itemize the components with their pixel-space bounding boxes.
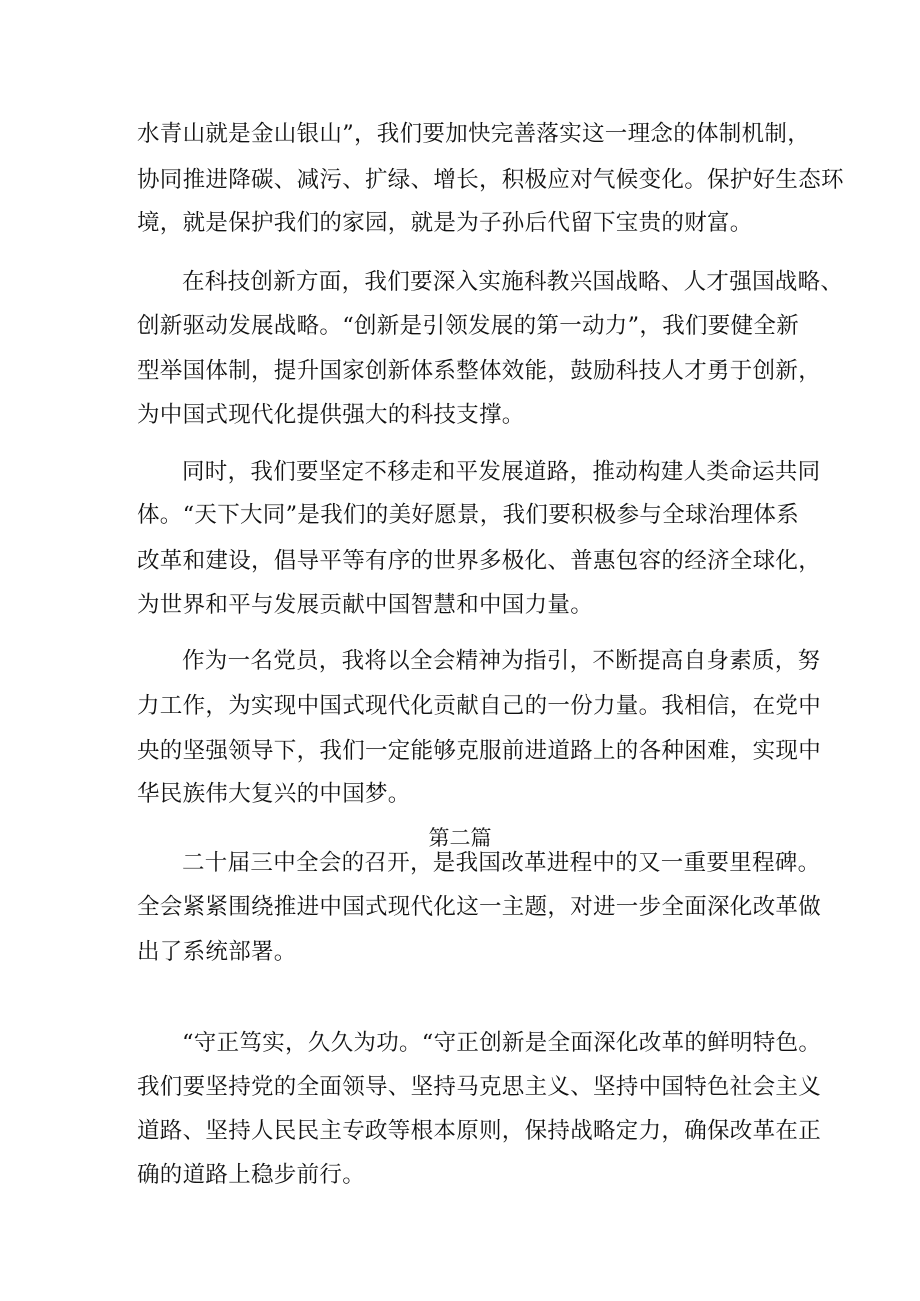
section-paragraph-2-line-2: 我们要坚持党的全面领导、坚持马克思主义、坚持中国特色社会主义 bbox=[137, 1074, 822, 1100]
section-paragraph-2-line-4: 确的道路上稳步前行。 bbox=[137, 1162, 366, 1188]
paragraph-2-line-3: 型举国体制，提升国家创新体系整体效能，鼓励科技人才勇于创新， bbox=[137, 358, 822, 384]
section-paragraph-2-line-3: 道路、坚持人民民主专政等根本原则，保持战略定力，确保改革在正 bbox=[137, 1118, 822, 1144]
section-title: 第二篇 bbox=[428, 826, 492, 850]
paragraph-4-line-1: 作为一名党员，我将以全会精神为指引，不断提高自身素质，努 bbox=[182, 648, 821, 674]
paragraph-3-line-4: 为世界和平与发展贡献中国智慧和中国力量。 bbox=[137, 592, 594, 618]
paragraph-1-line-1: 水青山就是金山银山”，我们要加快完善落实这一理念的体制机制， bbox=[137, 121, 811, 147]
paragraph-1-line-2: 协同推进降碳、减污、扩绿、增长，积极应对气候变化。保护好生态环 bbox=[137, 167, 844, 193]
paragraph-2-line-1: 在科技创新方面，我们要深入实施科教兴国战略、人才强国战略、 bbox=[182, 269, 844, 295]
paragraph-4-line-4: 华民族伟大复兴的中国梦。 bbox=[137, 781, 411, 807]
paragraph-3-line-3: 改革和建设，倡导平等有序的世界多极化、普惠包容的经济全球化， bbox=[137, 548, 822, 574]
section-paragraph-1-line-2: 全会紧紧围绕推进中国式现代化这一主题，对进一步全面深化改革做 bbox=[137, 894, 822, 920]
section-paragraph-2-line-1: “守正笃实，久久为功。“守正创新是全面深化改革的鲜明特色。 bbox=[182, 1030, 822, 1056]
paragraph-3-line-1: 同时，我们要坚定不移走和平发展道路，推动构建人类命运共同 bbox=[182, 459, 821, 485]
paragraph-4-line-3: 央的坚强领导下，我们一定能够克服前进道路上的各种困难，实现中 bbox=[137, 738, 822, 764]
paragraph-4-line-2: 力工作，为实现中国式现代化贡献自己的一份力量。我相信，在党中 bbox=[137, 693, 822, 719]
paragraph-1-line-3: 境，就是保护我们的家园，就是为子孙后代留下宝贵的财富。 bbox=[137, 210, 753, 236]
section-paragraph-1-line-1: 二十届三中全会的召开，是我国改革进程中的又一重要里程碑。 bbox=[182, 850, 821, 876]
paragraph-2-line-4: 为中国式现代化提供强大的科技支撑。 bbox=[137, 402, 525, 428]
paragraph-3-line-2: 体。“天下大同”是我们的美好愿景，我们要积极参与全球治理体系 bbox=[137, 502, 800, 528]
paragraph-2-line-2: 创新驱动发展战略。“创新是引领发展的第一动力”，我们要健全新 bbox=[137, 313, 800, 339]
section-paragraph-1-line-3: 出了系统部署。 bbox=[137, 939, 297, 965]
